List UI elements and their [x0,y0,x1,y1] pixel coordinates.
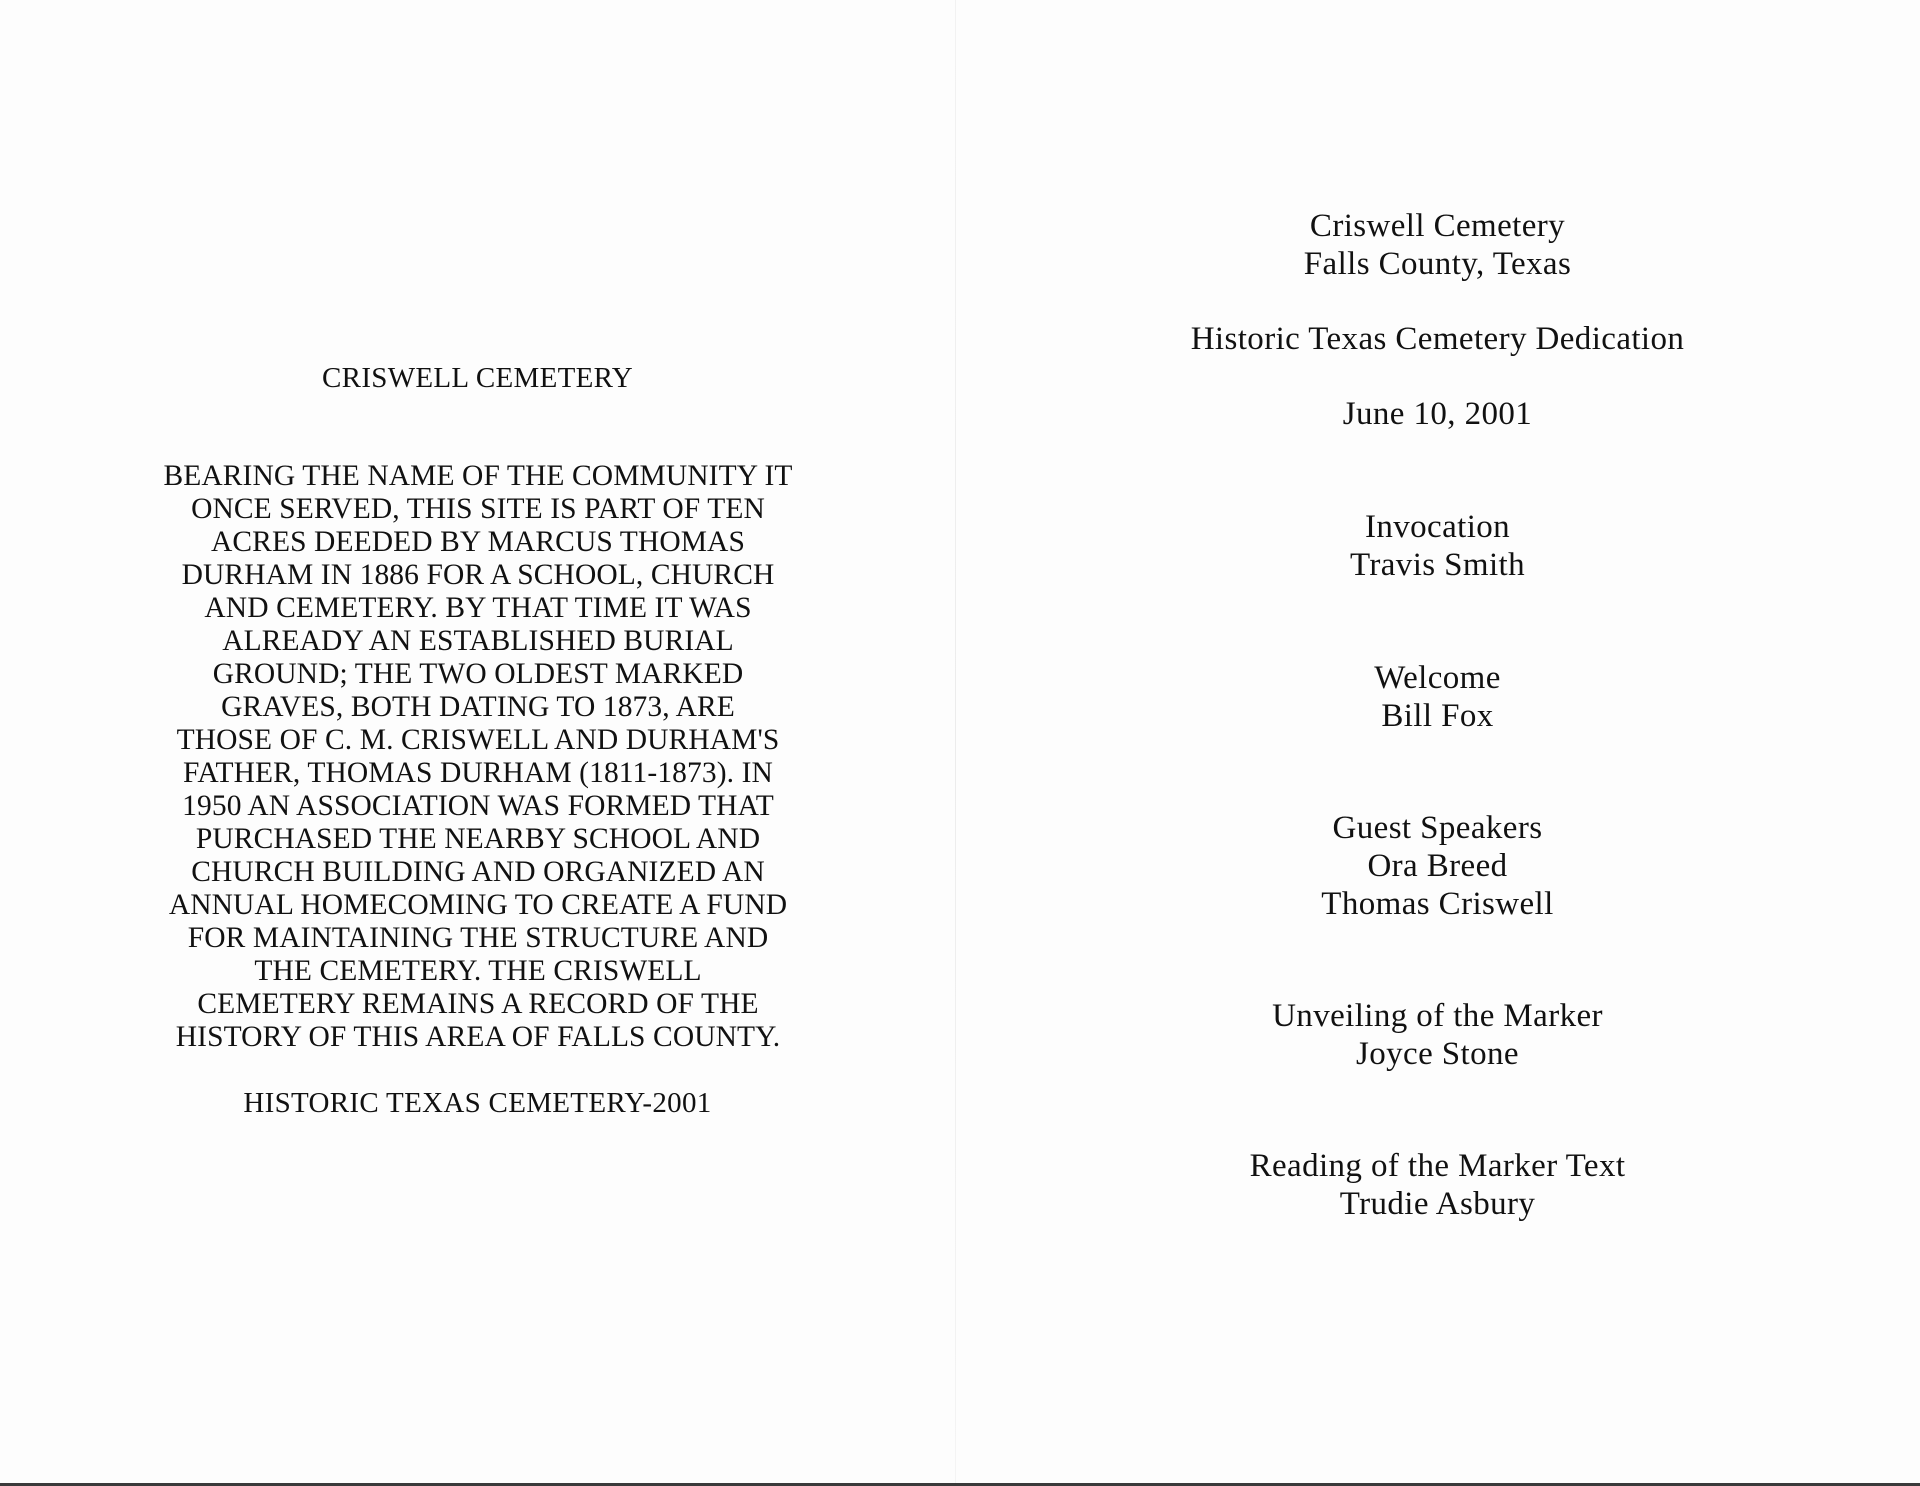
right-panel [955,0,1920,1486]
marker-text [118,460,838,1054]
marker-text-line: CHURCH BUILDING AND ORGANIZED AN [191,856,765,888]
marker-text-line: GRAVES, BOTH DATING TO 1873, ARE [221,691,735,723]
marker-text-line: AND CEMETERY. BY THAT TIME IT WAS [204,592,752,624]
event-title [955,320,1920,358]
program-item-person: Travis Smith [1349,547,1526,583]
program-item-welcome [955,659,1920,735]
marker-text-line: ALREADY AN ESTABLISHED BURIAL [222,625,734,657]
program-item-title: Welcome [1374,660,1501,696]
marker-text-line: CEMETERY REMAINS A RECORD OF THE [197,988,759,1020]
program-item-title: Guest Speakers [1332,810,1543,846]
program-item-guest-speakers [955,809,1920,923]
marker-title: CRISWELL CEMETERY [322,362,633,394]
marker-text-line: THOSE OF C. M. CRISWELL AND DURHAM'S [176,724,780,756]
cemetery-location: Falls County, Texas [1303,246,1572,282]
program-item-title: Reading of the Marker Text [1249,1148,1626,1184]
program-item-person: Joyce Stone [1356,1036,1519,1072]
marker-text-line: FOR MAINTAINING THE STRUCTURE AND [187,922,769,954]
marker-text-line: ONCE SERVED, THIS SITE IS PART OF TEN [191,493,765,525]
marker-footer: HISTORIC TEXAS CEMETERY-2001 [243,1087,712,1119]
marker-text-line: FATHER, THOMAS DURHAM (1811-1873). IN [183,757,773,789]
cemetery-heading [955,207,1920,283]
program-item-title: Unveiling of the Marker [1272,998,1603,1034]
program-item-unveiling [955,997,1920,1073]
marker-text-line: PURCHASED THE NEARBY SCHOOL AND [195,823,761,855]
program-item-person: Bill Fox [1381,698,1494,734]
marker-text-line: ANNUAL HOMECOMING TO CREATE A FUND [168,889,788,921]
marker-text-line: ACRES DEEDED BY MARCUS THOMAS [211,526,745,558]
marker-text-line: DURHAM IN 1886 FOR A SCHOOL, CHURCH [181,559,775,591]
left-panel [0,0,955,1486]
event-name: Historic Texas Cemetery Dedication [1190,321,1685,357]
program-item-person: Trudie Asbury [1339,1186,1536,1222]
marker-text-line: GROUND; THE TWO OLDEST MARKED [212,658,744,690]
program-item-person: Thomas Criswell [1321,886,1554,922]
program-item-title: Invocation [1364,509,1511,545]
program-item-person: Ora Breed [1367,848,1508,884]
cemetery-name: Criswell Cemetery [1309,208,1566,244]
program-item-invocation [955,508,1920,584]
marker-text-line: 1950 AN ASSOCIATION WAS FORMED THAT [182,790,774,822]
program-item-reading [955,1147,1920,1223]
marker-text-line: HISTORY OF THIS AREA OF FALLS COUNTY. [175,1021,781,1053]
marker-text-line: THE CEMETERY. THE CRISWELL [254,955,702,987]
event-date-text: June 10, 2001 [1342,396,1533,432]
event-date [955,395,1920,433]
marker-text-line: BEARING THE NAME OF THE COMMUNITY IT [163,460,793,492]
